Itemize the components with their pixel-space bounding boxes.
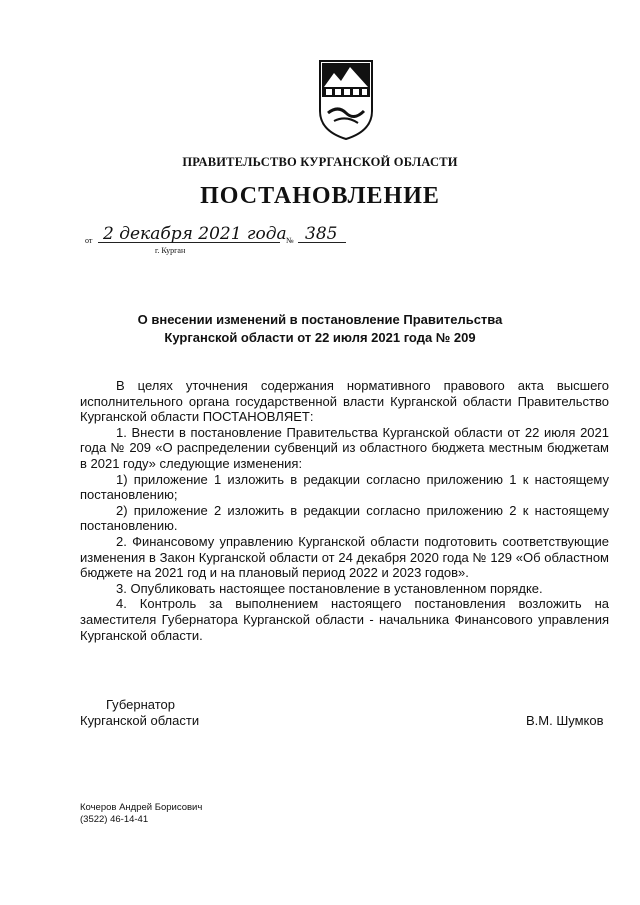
handwritten-date: 2 декабря 2021 года [103,224,287,244]
signatory-title-line-2: Курганской области [80,713,200,728]
body-paragraph: 3. Опубликовать настоящее постановление в установленном порядке. [116,580,543,596]
document-type-title: ПОСТАНОВЛЕНИЕ [200,183,440,209]
body-paragraph: 4. Контроль за выполнением настоящего постановления возложить на заместителя Губернатора Курганской области - начальника Финансового управления Курганской области. [80,596,609,643]
handwritten-number: 385 [305,224,338,244]
signatory-title [80,697,199,729]
document-subject [60,311,580,347]
city-label: г. Курган [155,246,186,255]
body-paragraph: 2. Финансовому управлению Курганской области подготовить соответствующие изменения в Закон Курганской области от 24 декабря 2020 года № 129 «Об областном бюджете на 2021 год и на плановый период 2022 и 2023 годов». [80,533,609,581]
contact-phone: (3522) 46-14-41 [80,814,149,825]
number-prefix: № [286,236,294,245]
body-paragraph: 1) приложение 1 изложить в редакции согласно приложению 1 к настоящему постановлению; [80,471,609,503]
contact-info [80,802,202,826]
organization-name: ПРАВИТЕЛЬСТВО КУРГАНСКОЙ ОБЛАСТИ [182,155,458,169]
body-paragraph: 2) приложение 2 изложить в редакции согласно приложению 2 к настоящему постановлению. [80,502,609,534]
body-paragraph: В целях уточнения содержания нормативного правового акта высшего исполнительного органа государственной власти Курганской области Правительство Курганской области ПОСТАНОВЛЯЕТ: [80,378,609,425]
subject-line-2: Курганской области от 22 июля 2021 года № 209 [164,330,476,345]
signatory-title-line-1: Губернатор [106,697,175,712]
signatory-name: В.М. Шумков [526,713,604,728]
coat-of-arms-emblem [314,57,378,141]
subject-line-1: О внесении изменений в постановление Правительства [137,312,503,327]
body-paragraph: 1. Внести в постановление Правительства Курганской области от 22 июля 2021 года № 209 «О распределении субвенций из областного бюджета местным бюджетам в 2021 году» следующие изменения: [80,424,609,471]
date-prefix: от [85,236,93,245]
contact-person: Кочеров Андрей Борисович [80,802,203,813]
document-body [80,378,609,643]
